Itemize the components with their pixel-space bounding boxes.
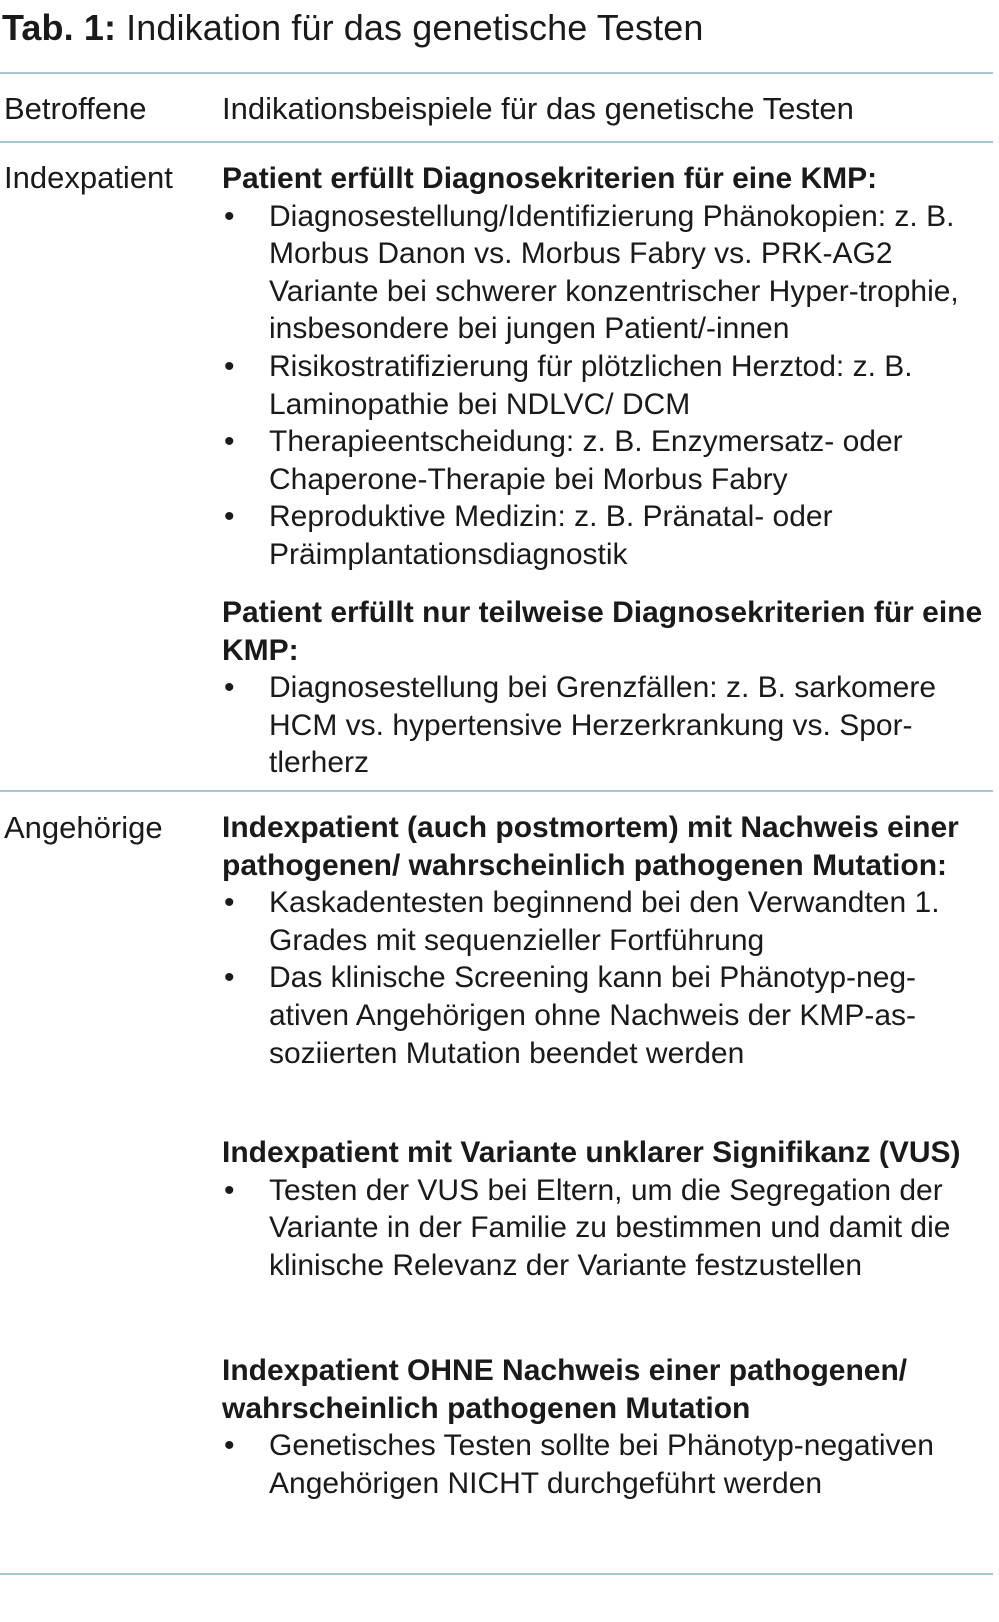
bullet-icon: • [224, 199, 235, 233]
row-label-angehoerige: Angehörige [4, 810, 163, 845]
bullet-icon: • [224, 671, 235, 705]
bullet-list [222, 1427, 992, 1502]
section-ohne-nachweis [222, 1352, 992, 1502]
section-pathogene-mutation [222, 809, 992, 1072]
bullet-icon: • [224, 886, 235, 920]
section-title: Indexpatient OHNE Nachweis einer pathogenen/ wahrscheinlich pathogenen Mutation [222, 1354, 908, 1425]
table-bottom-rule [0, 1573, 993, 1575]
bullet-icon: • [224, 961, 235, 995]
list-item [222, 884, 992, 959]
list-item-text: Testen der VUS bei Eltern, um die Segregation der Variante in der Familie zu bestimmen und damit die klinische Relevanz der Variante festzustellen [269, 1173, 951, 1282]
row-separator-rule [0, 790, 993, 792]
list-item-text: Das klinische Screening kann bei Phänotyp-neg-ativen Angehörigen ohne Nachweis der KMP-as-soziierten Mutation beendet werden [269, 961, 917, 1070]
section-title: Patient erfüllt nur teilweise Diagnosekriterien für eine KMP: [222, 596, 983, 667]
table-number: Tab. 1: [2, 7, 117, 48]
list-item-text: Diagnosestellung/Identifizierung Phänokopien: z. B. Morbus Danon vs. Morbus Fabry vs. PRK-AG2 Variante bei schwerer konzentrischer Hyper-trophie, insbesondere bei jungen Patient/-innen [269, 199, 959, 346]
section-diagnosekriterien-teilweise [222, 594, 992, 782]
list-item [222, 498, 992, 573]
bullet-list [222, 1172, 992, 1285]
bullet-icon: • [224, 1173, 235, 1207]
table-title [2, 6, 703, 50]
section-vus [222, 1134, 992, 1284]
list-item [222, 669, 992, 782]
bullet-icon: • [224, 425, 235, 459]
column-header-indikationsbeispiele: Indikationsbeispiele für das genetische Testen [222, 91, 854, 126]
section-title: Indexpatient (auch postmortem) mit Nachweis einer pathogenen/ wahrscheinlich pathogenen Mutation: [222, 811, 959, 882]
bullet-icon: • [224, 349, 235, 383]
bullet-list [222, 198, 992, 574]
list-item [222, 198, 992, 348]
bullet-icon: • [224, 500, 235, 534]
row-label-indexpatient: Indexpatient [4, 160, 173, 195]
list-item [222, 1427, 992, 1502]
list-item-text: Therapieentscheidung: z. B. Enzymersatz- oder Chaperone-Therapie bei Morbus Fabry [269, 425, 903, 496]
list-item [222, 348, 992, 423]
list-item [222, 959, 992, 1072]
list-item-text: Kaskadentesten beginnend bei den Verwandten 1. Grades mit sequenzieller Fortführung [269, 886, 940, 957]
list-item [222, 1172, 992, 1285]
header-top-rule [0, 72, 993, 74]
list-item [222, 423, 992, 498]
list-item-text: Genetisches Testen sollte bei Phänotyp-negativen Angehörigen NICHT durchgeführt werden [269, 1429, 934, 1500]
list-item-text: Diagnosestellung bei Grenzfällen: z. B. sarkomere HCM vs. hypertensive Herzerkrankung vs. Spor-tlerherz [269, 671, 937, 780]
section-diagnosekriterien-erfuellt [222, 160, 992, 574]
column-header-betroffene: Betroffene [4, 91, 147, 126]
list-item-text: Risikostratifizierung für plötzlichen Herztod: z. B. Laminopathie bei NDLVC/ DCM [269, 349, 913, 421]
table-caption: Indikation für das genetische Testen [126, 7, 704, 48]
bullet-list [222, 669, 992, 782]
bullet-list [222, 884, 992, 1072]
list-item-text: Reproduktive Medizin: z. B. Pränatal- oder Präimplantationsdiagnostik [269, 500, 833, 571]
bullet-icon: • [224, 1429, 235, 1463]
section-title: Patient erfüllt Diagnosekriterien für eine KMP: [222, 162, 878, 195]
section-title: Indexpatient mit Variante unklarer Signifikanz (VUS) [222, 1136, 961, 1169]
header-bottom-rule [0, 141, 993, 143]
